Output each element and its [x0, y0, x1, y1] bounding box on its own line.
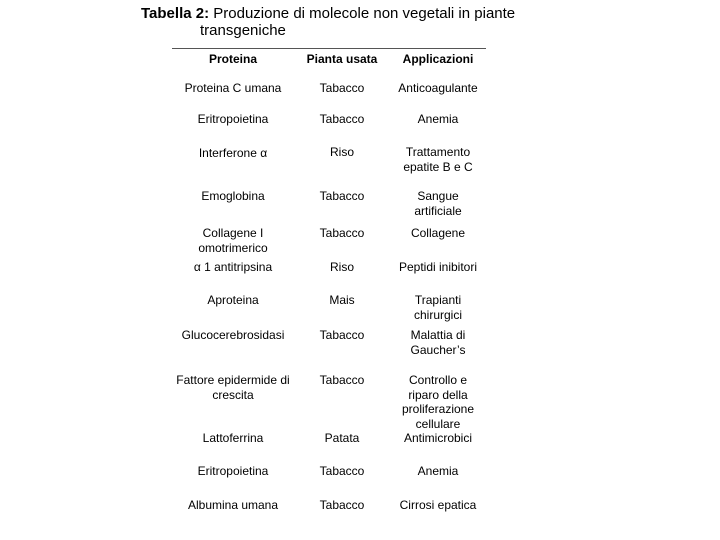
cell-applicazioni: Anemia [417, 464, 459, 478]
cell-proteina: Lattoferrina [202, 431, 264, 445]
cell-proteina: Emoglobina [201, 189, 265, 203]
cell-pianta: Tabacco [319, 464, 365, 478]
cell-pianta: Patata [324, 431, 360, 445]
column-header-proteina: Proteina [208, 52, 257, 66]
cell-pianta: Tabacco [319, 226, 365, 240]
cell-pianta: Riso [329, 145, 354, 159]
table-caption [141, 5, 515, 39]
cell-pianta: Tabacco [319, 81, 365, 95]
cell-pianta: Riso [329, 260, 354, 274]
cell-applicazioni: Trattamento epatite B e C [403, 145, 473, 174]
cell-proteina: Eritropoietina [197, 464, 269, 478]
cell-proteina: α 1 antitripsina [193, 260, 273, 274]
header-rule [172, 48, 486, 49]
column-header-applicazioni: Applicazioni [402, 52, 474, 66]
cell-proteina: Fattore epidermide di crescita [176, 373, 290, 402]
cell-applicazioni: Anemia [417, 112, 459, 126]
cell-proteina: Eritropoietina [197, 112, 269, 126]
cell-pianta: Tabacco [319, 373, 365, 387]
cell-applicazioni: Cirrosi epatica [399, 498, 477, 512]
cell-applicazioni: Controllo e riparo della proliferazione cellulare [401, 373, 475, 431]
cell-pianta: Tabacco [319, 189, 365, 203]
column-header-pianta: Pianta usata [306, 52, 378, 66]
caption-title-line1: Produzione di molecole non vegetali in piante [213, 5, 516, 22]
cell-proteina: Interferone α [198, 146, 268, 160]
cell-applicazioni: Collagene [410, 226, 466, 240]
caption-label: Tabella 2: [141, 5, 210, 22]
caption-title-line2: transgeniche [200, 22, 286, 39]
cell-applicazioni: Sangue artificiale [414, 189, 462, 218]
cell-applicazioni: Antimicrobici [403, 431, 472, 445]
cell-pianta: Tabacco [319, 498, 365, 512]
cell-proteina: Albumina umana [187, 498, 279, 512]
cell-applicazioni: Malattia di Gaucher’s [410, 328, 466, 357]
cell-applicazioni: Anticoagulante [398, 81, 478, 95]
cell-applicazioni: Trapianti chirurgici [413, 293, 462, 322]
cell-proteina: Aproteina [207, 293, 259, 307]
cell-applicazioni: Peptidi inibitori [398, 260, 478, 274]
cell-proteina: Proteina C umana [184, 81, 282, 95]
cell-pianta: Tabacco [319, 328, 365, 342]
cell-pianta: Tabacco [319, 112, 365, 126]
cell-proteina: Glucocerebrosidasi [181, 328, 285, 342]
cell-proteina: Collagene I omotrimerico [198, 226, 268, 255]
cell-pianta: Mais [329, 293, 355, 307]
